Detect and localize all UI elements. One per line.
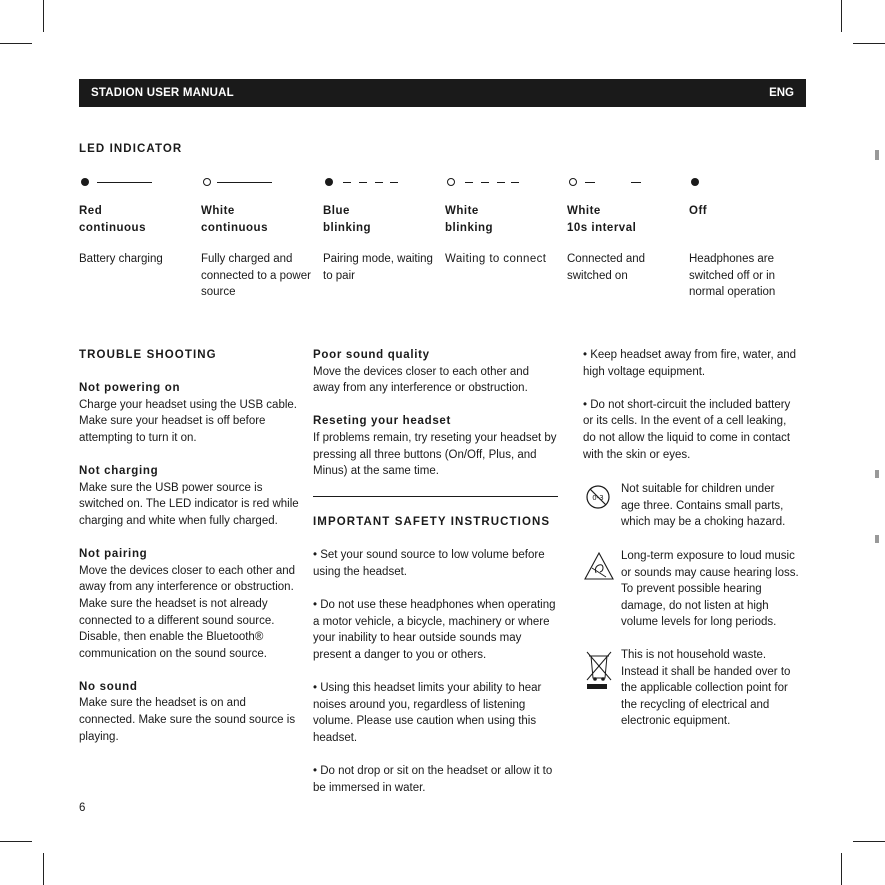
led-item-white-continuous <box>201 175 323 299</box>
trouble-text: Make sure the headset is on and connected. Make sure the sound source is playing. <box>79 697 296 743</box>
led-label: Blue blinking <box>323 205 372 234</box>
led-label: White blinking <box>445 205 494 234</box>
page-number: 6 <box>79 802 86 814</box>
led-off-icon <box>689 175 811 191</box>
led-desc: Headphones are switched off or in normal operation <box>689 253 776 299</box>
led-label: Off <box>689 205 708 217</box>
right-column <box>583 347 801 480</box>
trouble-item <box>79 380 301 446</box>
header-bar <box>79 79 806 107</box>
safety-bullet: • Do not short-circuit the included battery or its cells. In the event of a cell leaking, do not allow the liquid to come in contact with the skin or eyes. <box>583 398 791 461</box>
led-desc: Connected and switched on <box>567 253 646 282</box>
crop-mark <box>0 841 32 842</box>
safety-bullet: • Do not drop or sit on the headset or allow it to be immersed in water. <box>313 764 553 794</box>
crop-mark <box>841 853 842 885</box>
weee-note: This is not household waste. Instead it shall be handed over to the applicable collection point for the recycling of electrical and electronic equipment. <box>621 649 791 728</box>
weee-bin-icon <box>583 648 615 690</box>
led-section-title: LED INDICATOR <box>79 143 183 155</box>
trouble-item <box>79 463 301 529</box>
led-white-blinking-icon <box>445 175 567 191</box>
led-blue-blinking-icon <box>323 175 445 191</box>
trouble-item <box>79 546 301 662</box>
header-lang: ENG <box>769 87 794 99</box>
crop-mark <box>0 43 32 44</box>
age-warning-icon <box>583 482 615 514</box>
edge-mark <box>875 470 879 478</box>
led-item-white-blinking <box>445 175 567 265</box>
trouble-text: If problems remain, try reseting your headset by pressing all three buttons (On/Off, Plus, and Minus) at the same time. <box>313 431 557 478</box>
led-white-continuous-icon <box>201 175 323 191</box>
crop-mark <box>853 841 885 842</box>
safety-column <box>313 514 559 813</box>
hearing-warning-note: Long-term exposure to loud music or sounds may cause hearing loss. To prevent possible hearing damage, do not listen at high volume levels for long periods. <box>621 550 799 629</box>
edge-mark <box>875 535 879 543</box>
led-red-continuous-icon <box>79 175 201 191</box>
trouble-text: Charge your headset using the USB cable. Make sure your headset is off before attempting to turn it on. <box>79 398 297 444</box>
led-label: Red continuous <box>79 205 146 234</box>
led-item-white-interval <box>567 175 689 282</box>
led-item-red <box>79 175 201 265</box>
trouble-column <box>79 347 301 762</box>
trouble-heading: Reseting your headset <box>313 415 452 428</box>
led-desc: Waiting to connect <box>445 253 547 265</box>
safety-bullet: • Using this headset limits your ability to hear noises around you, regardless of listening volume. Please use caution when using this headset. <box>313 681 542 744</box>
header-title: STADION USER MANUAL <box>91 87 234 99</box>
led-desc: Battery charging <box>79 253 163 265</box>
trouble-heading: No sound <box>79 680 138 693</box>
trouble-text: Make sure the USB power source is switched on. The LED indicator is red while charging and white when fully charged. <box>79 481 299 527</box>
safety-bullet: • Do not use these headphones when operating a motor vehicle, a bicycle, machinery or where your inability to hear outside sounds may present a danger to you or others. <box>313 598 556 661</box>
trouble-heading: Not charging <box>79 465 159 478</box>
safety-bullet: • Keep headset away from fire, water, and high voltage equipment. <box>583 349 797 378</box>
crop-mark <box>43 853 44 885</box>
trouble-text: Move the devices closer to each other and away from any interference or obstruction. Make sure the headset is not already connected to a different sound source. Disable, then enable the Bluetooth® communication on the sound source. <box>79 564 296 660</box>
trouble-heading: Not pairing <box>79 548 148 561</box>
svg-text:0-3: 0-3 <box>592 494 604 502</box>
crop-mark <box>841 0 842 32</box>
edge-mark <box>875 150 879 160</box>
trouble-item <box>313 413 559 479</box>
led-desc: Fully charged and connected to a power source <box>201 253 311 299</box>
trouble-item <box>313 347 559 397</box>
safety-title: IMPORTANT SAFETY INSTRUCTIONS <box>313 516 551 528</box>
trouble-heading: Not powering on <box>79 382 181 395</box>
led-item-blue-blinking <box>323 175 445 282</box>
crop-mark <box>43 0 44 32</box>
hearing-warning-icon <box>583 550 615 582</box>
led-label: White continuous <box>201 205 268 234</box>
age-warning-note: Not suitable for children under age three. Contains small parts, which may be a choking hazard. <box>621 483 786 529</box>
trouble-text: Move the devices closer to each other and away from any interference or obstruction. <box>313 365 530 395</box>
safety-bullet: • Set your sound source to low volume before using the headset. <box>313 549 545 578</box>
led-item-off <box>689 175 811 299</box>
section-divider <box>313 496 558 497</box>
led-label: White 10s interval <box>567 205 637 234</box>
led-desc: Pairing mode, waiting to pair <box>323 253 433 282</box>
crop-mark <box>853 43 885 44</box>
trouble-title: TROUBLE SHOOTING <box>79 349 217 361</box>
middle-column <box>313 347 559 496</box>
trouble-heading: Poor sound quality <box>313 349 430 361</box>
trouble-item <box>79 679 301 745</box>
led-white-interval-icon <box>567 175 689 191</box>
